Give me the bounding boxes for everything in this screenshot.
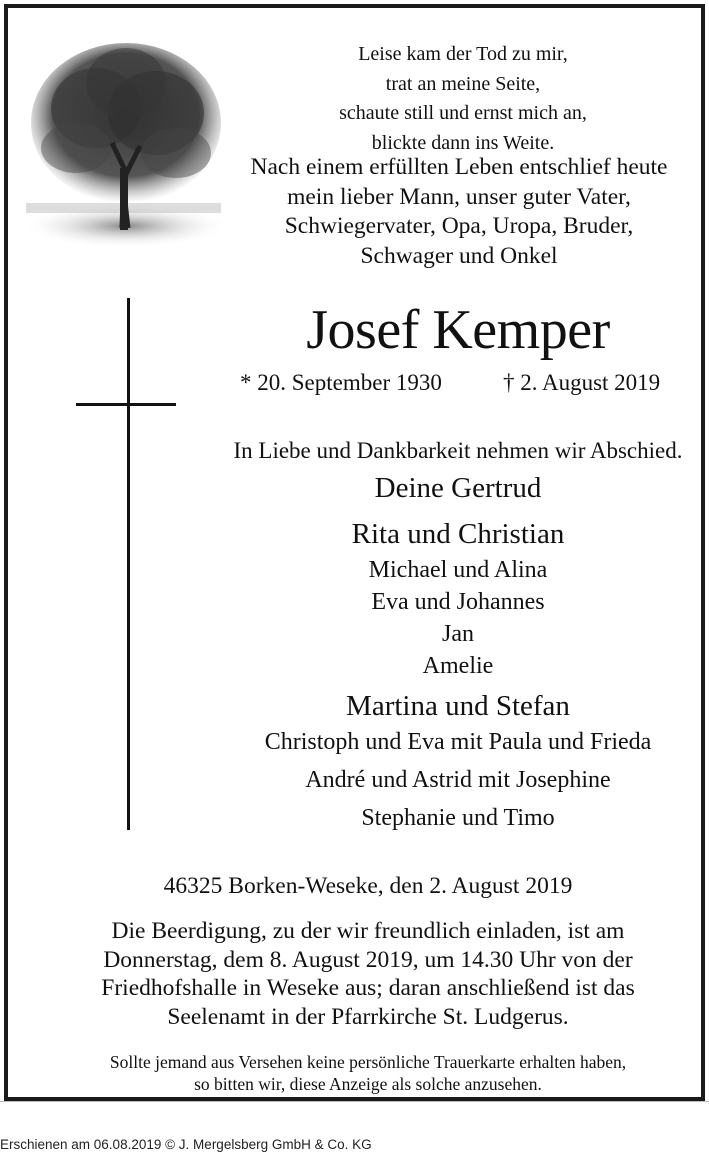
funeral-info bbox=[68, 917, 668, 1031]
family-wife: Deine Gertrud bbox=[374, 472, 542, 504]
family-member: Jan bbox=[442, 621, 474, 647]
birth-date: * 20. September 1930 bbox=[240, 370, 442, 395]
intro-line: mein lieber Mann, unser guter Vater, bbox=[287, 183, 631, 210]
family-member: André und Astrid mit Josephine bbox=[305, 767, 611, 793]
note-line: Sollte jemand aus Versehen keine persönliche Trauerkarte erhalten haben, bbox=[109, 1052, 627, 1072]
notice-note bbox=[68, 1051, 668, 1095]
family-member: Stephanie und Timo bbox=[361, 805, 555, 831]
poem-line: trat an meine Seite, bbox=[385, 72, 541, 95]
poem-line: Leise kam der Tod zu mir, bbox=[358, 43, 568, 65]
family-member: Christoph und Eva mit Paula und Frieda bbox=[264, 729, 652, 755]
family-member: Eva und Johannes bbox=[371, 589, 545, 615]
funeral-line: Seelenamt in der Pfarrkirche St. Ludgerus. bbox=[167, 1003, 569, 1030]
tree-illustration bbox=[16, 28, 231, 258]
funeral-line: Donnerstag, dem 8. August 2019, um 14.30 Uhr von der bbox=[103, 946, 633, 973]
place-date: 46325 Borken-Weseke, den 2. August 2019 bbox=[163, 873, 573, 899]
family-member: Amelie bbox=[422, 653, 494, 679]
family-member: Michael und Alina bbox=[368, 557, 548, 583]
family-group2-head: Martina und Stefan bbox=[346, 690, 570, 722]
intro-text bbox=[224, 153, 694, 271]
intro-line: Schwager und Onkel bbox=[360, 242, 558, 269]
family-group1-head: Rita und Christian bbox=[351, 518, 565, 550]
death-date: † 2. August 2019 bbox=[503, 370, 661, 395]
intro-line: Schwiegervater, Opa, Uropa, Bruder, bbox=[284, 213, 634, 239]
obituary-frame bbox=[4, 4, 705, 1101]
publication-footer: Erschienen am 06.08.2019 © J. Mergelsberg GmbH & Co. KG bbox=[0, 1137, 372, 1152]
intro-line: Nach einem erfüllten Leben entschlief heute bbox=[250, 154, 668, 180]
footer-divider bbox=[0, 1101, 709, 1102]
cross-icon bbox=[76, 298, 181, 833]
deceased-name: Josef Kemper bbox=[306, 299, 610, 361]
funeral-line: Die Beerdigung, zu der wir freundlich einladen, ist am bbox=[111, 918, 625, 944]
farewell-text: In Liebe und Dankbarkeit nehmen wir Abschied. bbox=[233, 438, 683, 463]
poem-line: blickte dann ins Weite. bbox=[371, 131, 555, 154]
funeral-line: Friedhofshalle in Weseke aus; daran anschließend ist das bbox=[101, 975, 635, 1001]
poem bbox=[308, 40, 618, 158]
note-line: so bitten wir, diese Anzeige als solche anzusehen. bbox=[194, 1074, 542, 1094]
poem-line: schaute still und ernst mich an, bbox=[339, 102, 587, 124]
